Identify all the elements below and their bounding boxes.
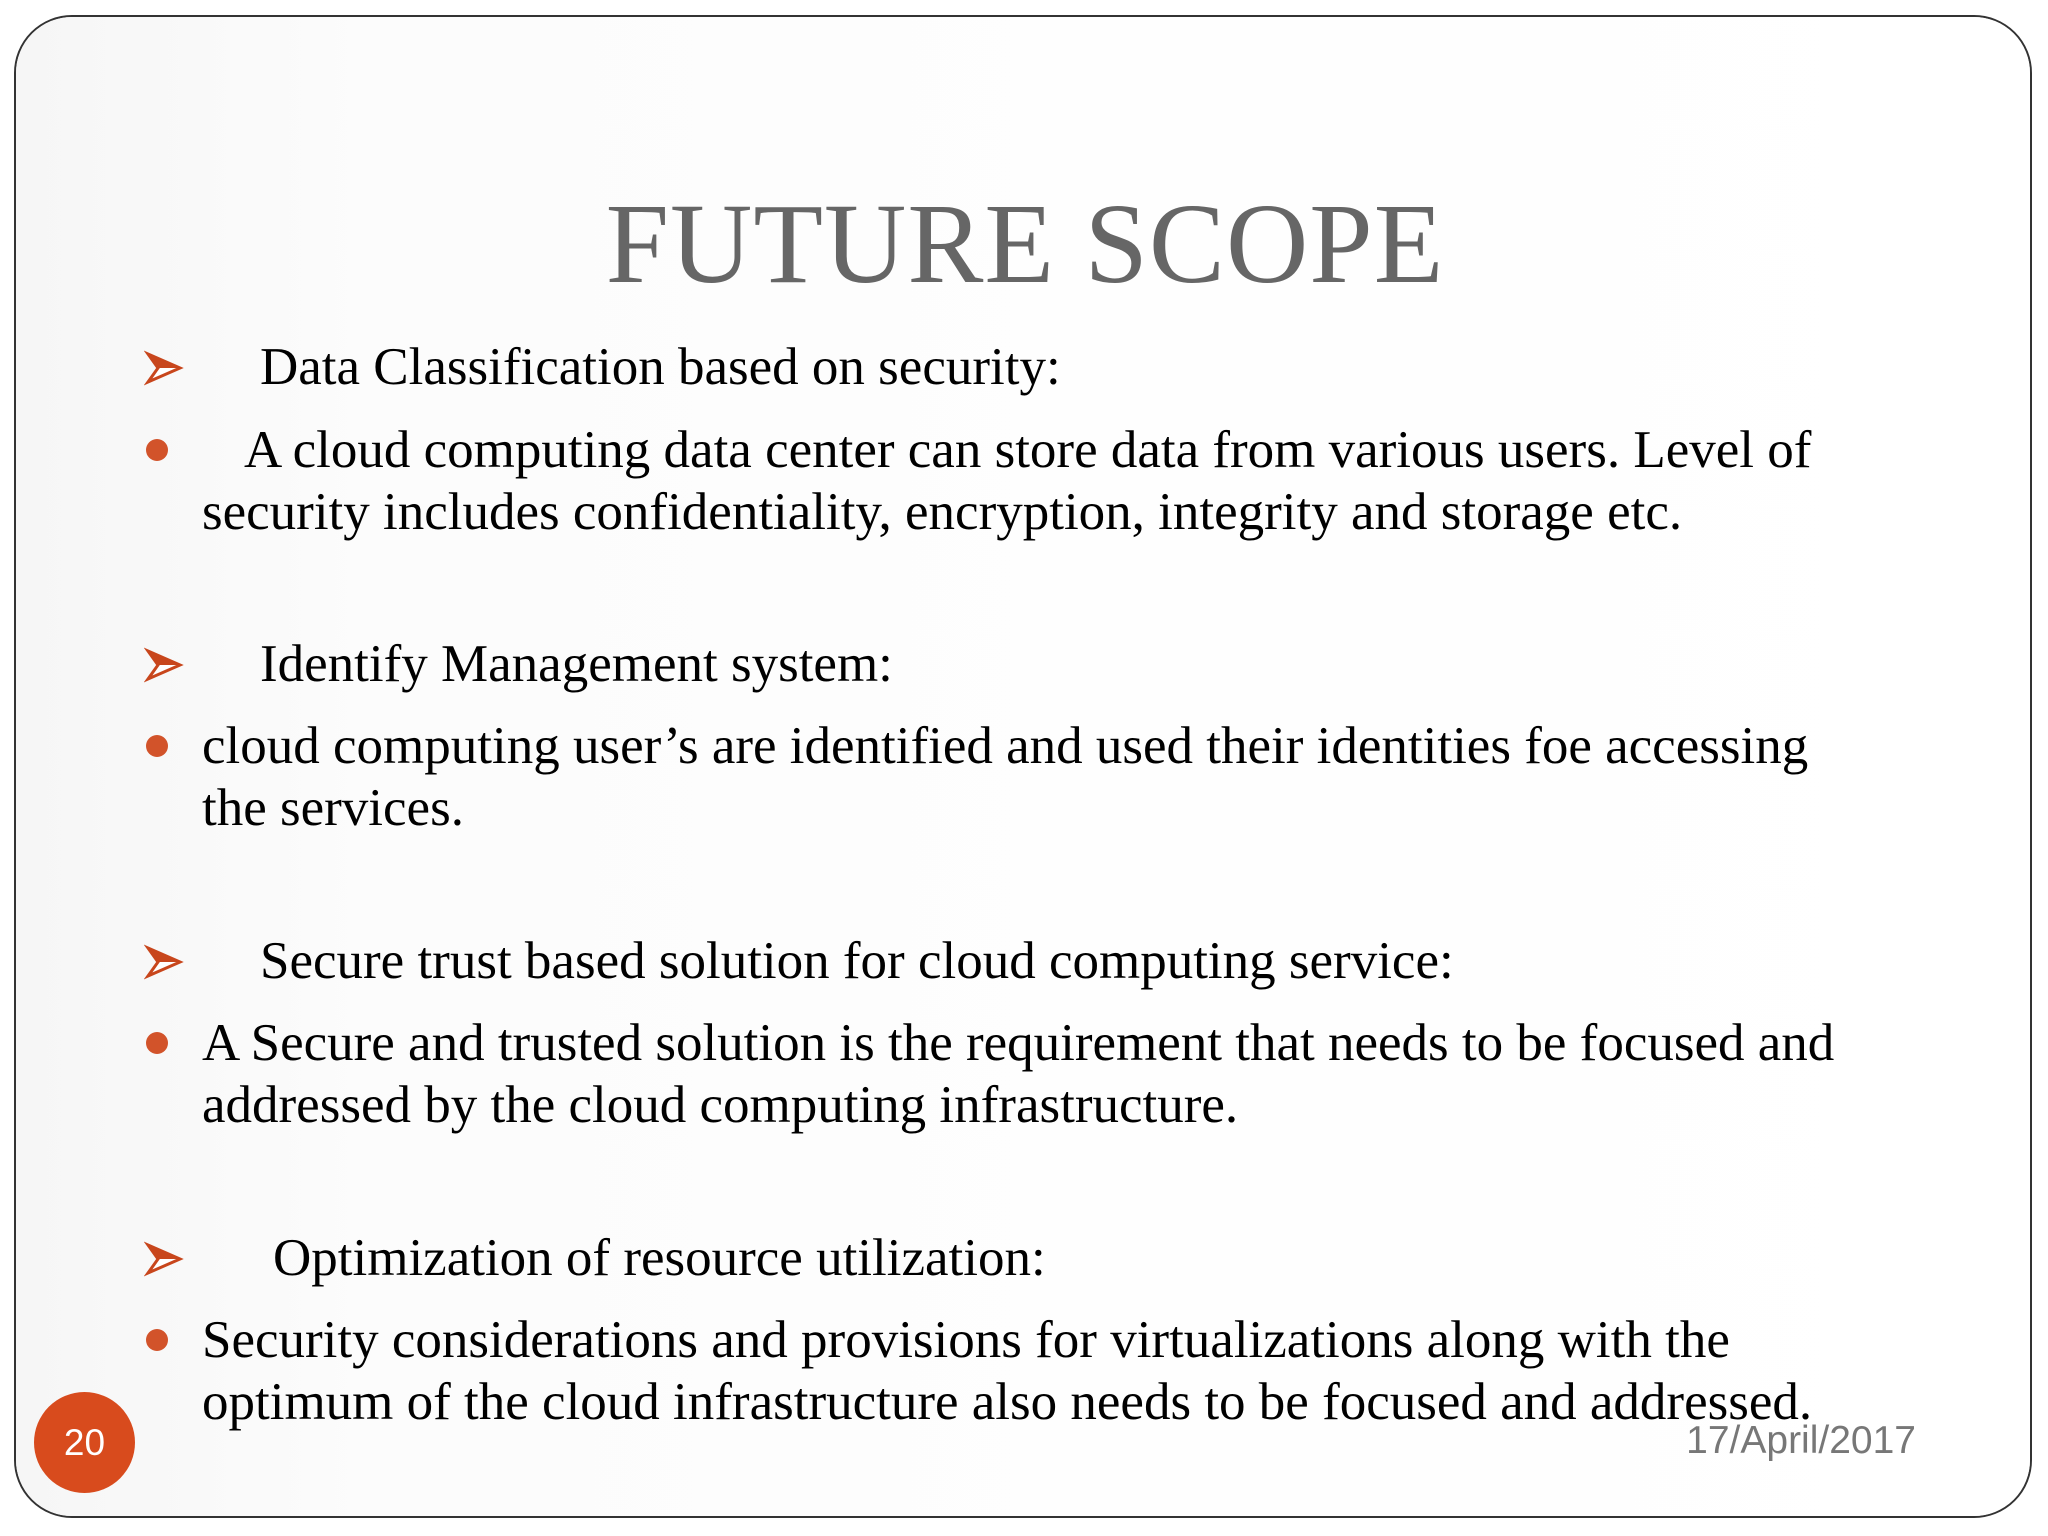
slide-date: 17/April/2017 (1686, 1419, 1916, 1462)
item-description-line: A Secure and trusted solution is the requirement that needs to be focused and (202, 1014, 1835, 1072)
bullet-dot-icon (146, 439, 168, 461)
item-description-line: addressed by the cloud computing infrastructure. (202, 1076, 1239, 1134)
arrow-bullet-icon (144, 348, 184, 388)
slide-content (16, 17, 2030, 1516)
bullet-dot-icon (146, 1032, 168, 1054)
item-heading: Secure trust based solution for cloud computing service: (260, 932, 1454, 990)
item-heading: Data Classification based on security: (260, 338, 1061, 396)
page-number-badge: 20 (34, 1392, 135, 1493)
item-heading: Optimization of resource utilization: (273, 1229, 1046, 1287)
item-description-line: Security considerations and provisions for virtualizations along with the (202, 1311, 1730, 1369)
item-heading: Identify Management system: (260, 635, 893, 693)
slide-title: FUTURE SCOPE (605, 180, 1445, 307)
bullet-dot-icon (146, 735, 168, 757)
item-description (202, 715, 2002, 839)
item-description-line: the services. (202, 779, 464, 837)
arrow-bullet-icon (144, 942, 184, 982)
slide-frame (14, 15, 2032, 1518)
arrow-bullet-icon (144, 1239, 184, 1279)
item-description (202, 419, 2002, 543)
item-description (202, 1309, 2002, 1433)
item-description-line: A cloud computing data center can store data from various users. Level of (244, 421, 1812, 479)
arrow-bullet-icon (144, 645, 184, 685)
item-description-line: optimum of the cloud infrastructure also needs to be focused and addressed. (202, 1373, 1813, 1431)
item-description-line: security includes confidentiality, encryption, integrity and storage etc. (202, 483, 1683, 541)
item-description (202, 1012, 2002, 1136)
item-description-line: cloud computing user’s are identified and used their identities foe accessing (202, 717, 1809, 775)
bullet-dot-icon (146, 1329, 168, 1351)
